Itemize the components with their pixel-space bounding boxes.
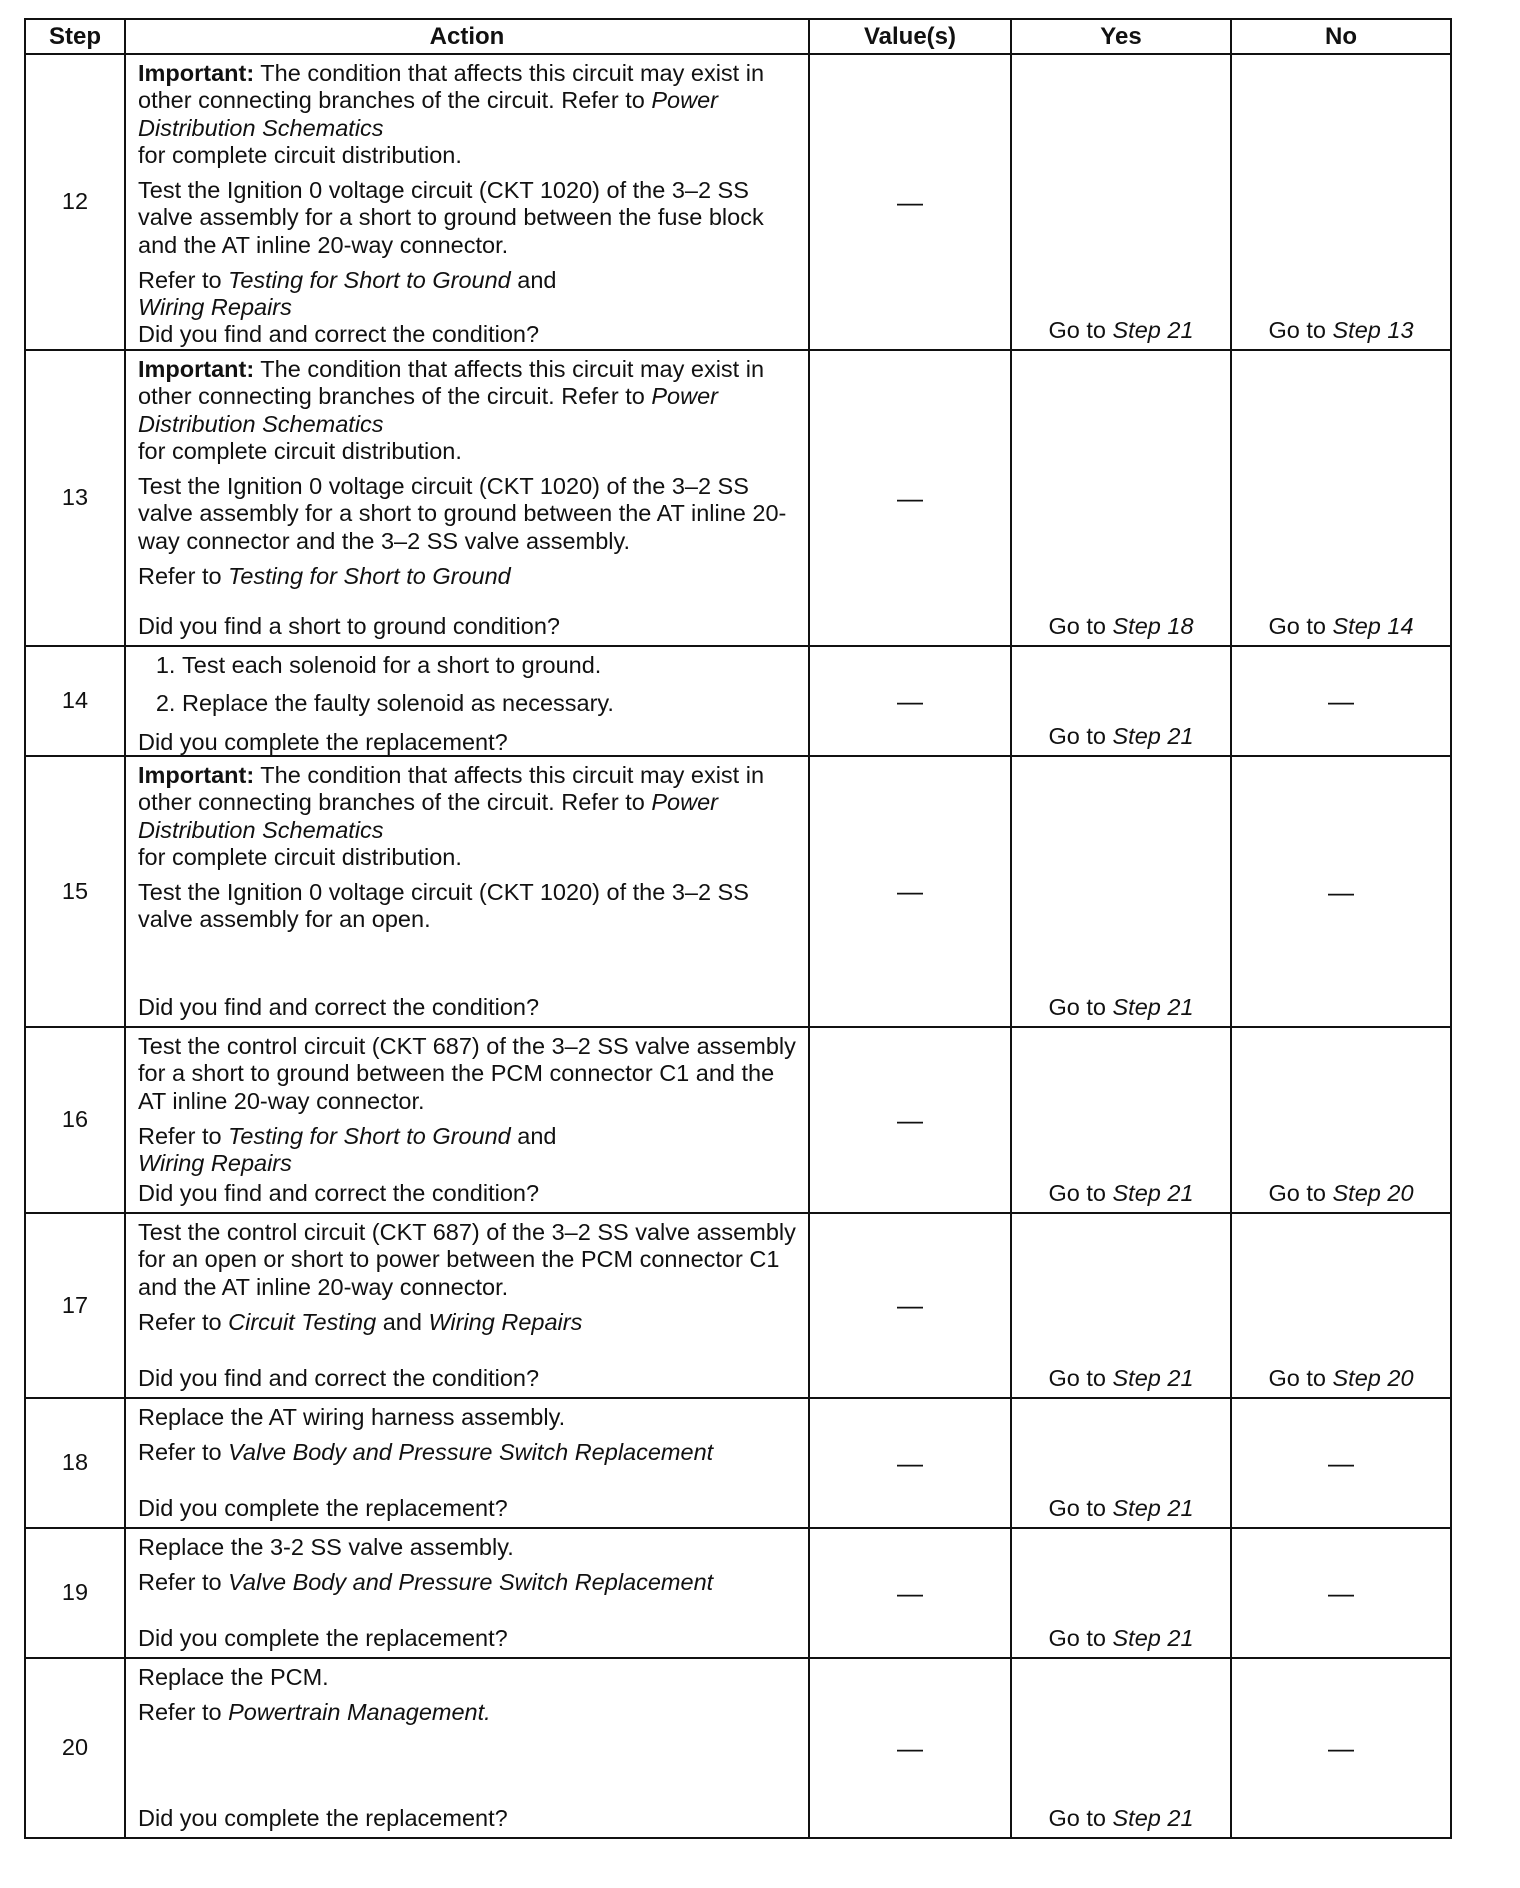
test-instruction: Test the Ignition 0 voltage circuit (CKT 1020) of the 3–2 SS valve assembly for a short to ground between the AT inline 20-way connector and the 3–2 SS valve assembly. (138, 473, 787, 554)
important-note: Important: The condition that affects this circuit may exist in other connecting branches of the circuit. Refer to Power Distribution Schematics for complete circuit distribution. (138, 60, 765, 168)
step-number: 16 (25, 1027, 125, 1213)
value-cell: — (809, 54, 1011, 350)
no-cell: Go to Step 14 (1231, 350, 1451, 646)
step-number: 17 (25, 1213, 125, 1398)
reference-text: Refer to Powertrain Management. (138, 1699, 491, 1726)
instruction-text: Replace the PCM. (138, 1664, 329, 1690)
header-action: Action (125, 19, 809, 54)
question-text: Did you find and correct the condition? (138, 321, 540, 348)
table-row-step-14 (25, 646, 1451, 756)
action-cell (125, 54, 809, 350)
no-cell: Go to Step 20 (1231, 1027, 1451, 1213)
table-row-step-19 (25, 1528, 1451, 1658)
step-number: 18 (25, 1398, 125, 1528)
action-cell (125, 756, 809, 1027)
value-cell: — (809, 646, 1011, 756)
question-text: Did you complete the replacement? (138, 1804, 508, 1831)
yes-cell: Go to Step 21 (1011, 1528, 1231, 1658)
test-instruction: Test the Ignition 0 voltage circuit (CKT 1020) of the 3–2 SS valve assembly for an open. (138, 879, 749, 933)
reference-text: Refer to Valve Body and Pressure Switch Replacement (138, 1569, 714, 1596)
value-cell: — (809, 1658, 1011, 1838)
question-text: Did you find and correct the condition? (138, 993, 540, 1020)
table-row-step-18 (25, 1398, 1451, 1528)
question-text: Did you complete the replacement? (138, 1624, 508, 1651)
header-yes: Yes (1011, 19, 1231, 54)
important-note: Important: The condition that affects this circuit may exist in other connecting branches of the circuit. Refer to Power Distribution Schematics for complete circuit distribution. (138, 356, 765, 464)
value-cell: — (809, 756, 1011, 1027)
table-row-step-15 (25, 756, 1451, 1027)
no-cell: — (1231, 1528, 1451, 1658)
diagnostic-table (24, 18, 1452, 1839)
instruction-text: Replace the AT wiring harness assembly. (138, 1404, 566, 1430)
no-cell: — (1231, 646, 1451, 756)
no-cell: Go to Step 20 (1231, 1213, 1451, 1398)
table-row-step-16 (25, 1027, 1451, 1213)
no-cell: — (1231, 1658, 1451, 1838)
reference-text: Refer to Testing for Short to Ground and Wiring Repairs (138, 266, 557, 320)
reference-text: Refer to Testing for Short to Ground (138, 562, 511, 589)
step-number: 20 (25, 1658, 125, 1838)
action-cell (125, 1213, 809, 1398)
yes-cell: Go to Step 18 (1011, 350, 1231, 646)
procedure-list (138, 652, 800, 718)
yes-cell: Go to Step 21 (1011, 1398, 1231, 1528)
reference-text: Refer to Testing for Short to Ground and Wiring Repairs (138, 1122, 557, 1176)
table-row-step-17 (25, 1213, 1451, 1398)
table-row-step-13 (25, 350, 1451, 646)
yes-cell: Go to Step 21 (1011, 1027, 1231, 1213)
step-number: 12 (25, 54, 125, 350)
reference-text: Refer to Valve Body and Pressure Switch Replacement (138, 1439, 714, 1466)
yes-cell: Go to Step 21 (1011, 756, 1231, 1027)
important-note: Important: The condition that affects this circuit may exist in other connecting branches of the circuit. Refer to Power Distribution Schematics for complete circuit distribution. (138, 762, 765, 870)
value-cell: — (809, 350, 1011, 646)
instruction-text: Replace the 3-2 SS valve assembly. (138, 1534, 514, 1560)
header-row (25, 19, 1451, 54)
step-number: 19 (25, 1528, 125, 1658)
reference-text: Refer to Circuit Testing and Wiring Repairs (138, 1308, 583, 1335)
yes-cell: Go to Step 21 (1011, 1658, 1231, 1838)
step-number: 15 (25, 756, 125, 1027)
header-values: Value(s) (809, 19, 1011, 54)
action-cell (125, 646, 809, 756)
list-item: 2. Replace the faulty solenoid as necessary. (182, 690, 800, 717)
action-cell (125, 350, 809, 646)
list-item: 1. Test each solenoid for a short to ground. (182, 652, 800, 679)
question-text: Did you complete the replacement? (138, 728, 508, 755)
step-number: 13 (25, 350, 125, 646)
yes-cell: Go to Step 21 (1011, 54, 1231, 350)
question-text: Did you find and correct the condition? (138, 1364, 540, 1391)
no-cell: — (1231, 1398, 1451, 1528)
action-cell (125, 1528, 809, 1658)
value-cell: — (809, 1528, 1011, 1658)
question-text: Did you find and correct the condition? (138, 1179, 540, 1206)
test-instruction: Test the Ignition 0 voltage circuit (CKT 1020) of the 3–2 SS valve assembly for a short to ground between the fuse block and the AT inline 20-way connector. (138, 177, 764, 258)
yes-cell: Go to Step 21 (1011, 646, 1231, 756)
action-cell (125, 1027, 809, 1213)
value-cell: — (809, 1027, 1011, 1213)
yes-cell: Go to Step 21 (1011, 1213, 1231, 1398)
test-instruction: Test the control circuit (CKT 687) of the 3–2 SS valve assembly for an open or short to power between the PCM connector C1 and the AT inline 20-way connector. (138, 1219, 796, 1300)
question-text: Did you find a short to ground condition? (138, 612, 560, 639)
test-instruction: Test the control circuit (CKT 687) of the 3–2 SS valve assembly for a short to ground between the PCM connector C1 and the AT inline 20-way connector. (138, 1033, 796, 1114)
action-cell (125, 1398, 809, 1528)
table-row-step-12 (25, 54, 1451, 350)
value-cell: — (809, 1398, 1011, 1528)
step-number: 14 (25, 646, 125, 756)
header-step: Step (25, 19, 125, 54)
action-cell (125, 1658, 809, 1838)
value-cell: — (809, 1213, 1011, 1398)
no-cell: — (1231, 756, 1451, 1027)
table-row-step-20 (25, 1658, 1451, 1838)
question-text: Did you complete the replacement? (138, 1494, 508, 1521)
header-no: No (1231, 19, 1451, 54)
no-cell: Go to Step 13 (1231, 54, 1451, 350)
